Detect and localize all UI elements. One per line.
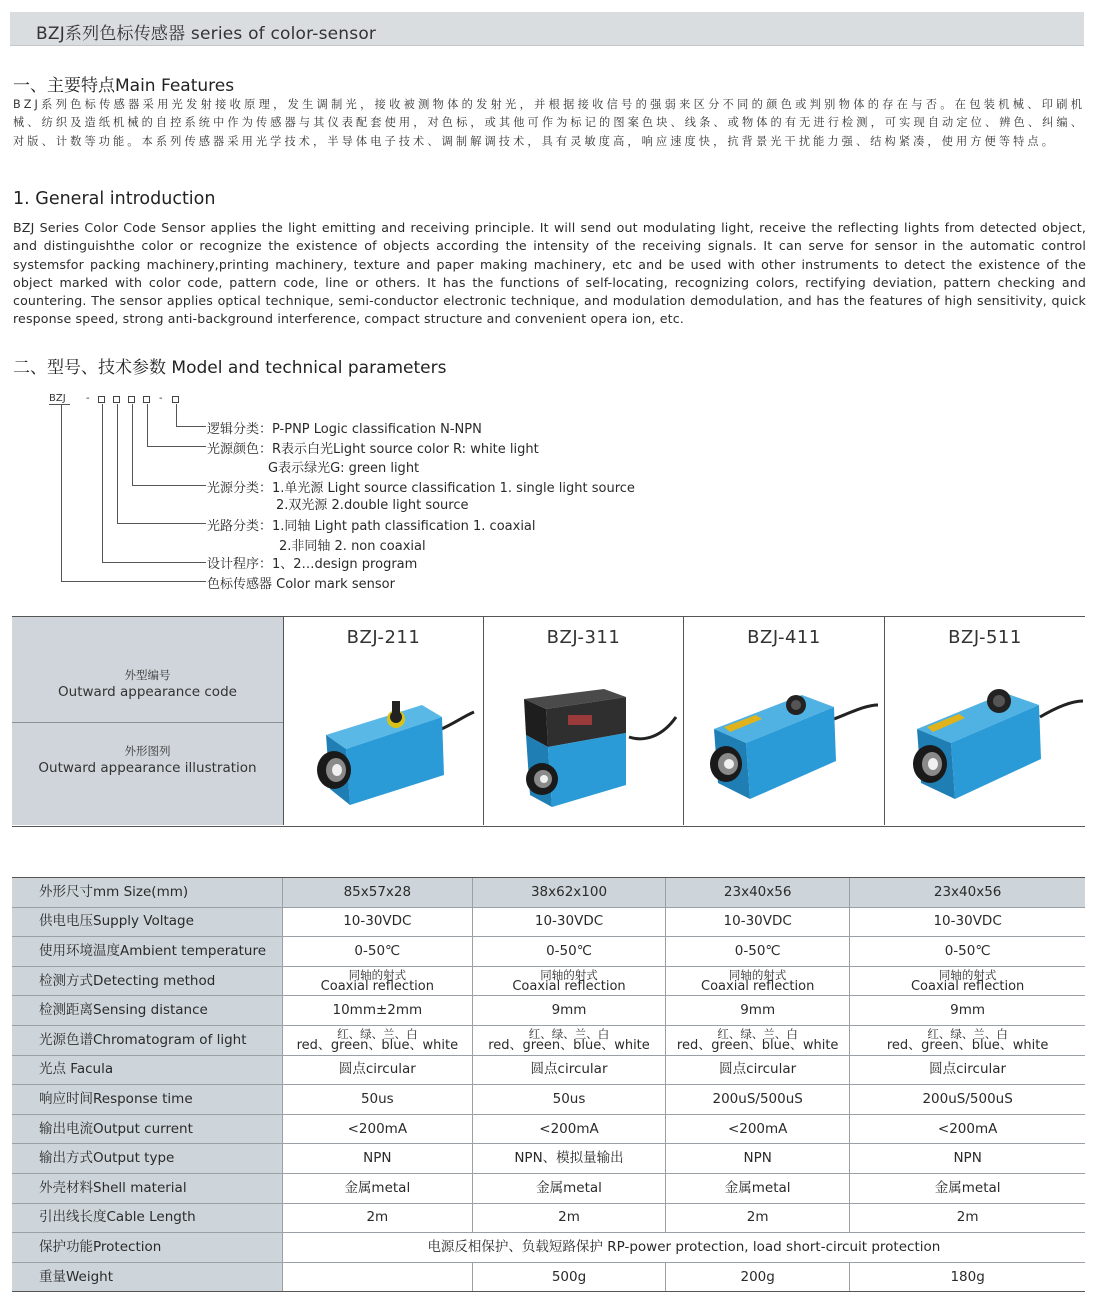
spec-label: 输出电流Output current [12, 1114, 282, 1144]
spec-label: 外壳材料Shell material [12, 1173, 282, 1203]
spec-row [12, 878, 1085, 908]
spec-label: 检测方式Detecting method [12, 966, 282, 996]
spec-row-protection [12, 1233, 1085, 1263]
spec-row [12, 1203, 1085, 1233]
product-bzj-511 [884, 617, 1085, 825]
spec-value: 9mm [472, 996, 665, 1026]
spec-value: 10mm±2mm [282, 996, 472, 1026]
product-name: BZJ-511 [948, 627, 1022, 648]
spec-value: 200uS/500uS [666, 1085, 850, 1115]
appearance-table [12, 616, 1085, 827]
spec-label: 光点 Facula [12, 1055, 282, 1085]
spec-value: 200g [666, 1262, 850, 1292]
spec-row [12, 1085, 1085, 1115]
bzj-211-image [284, 657, 484, 817]
spec-row [12, 1055, 1085, 1085]
spec-value: 10-30VDC [282, 907, 472, 937]
spec-label: 供电电压Supply Voltage [12, 907, 282, 937]
spec-value: NPN [850, 1144, 1085, 1174]
spec-value: 红、绿、兰、白 red、green、blue、white [850, 1025, 1085, 1055]
spec-value: 0-50℃ [282, 937, 472, 967]
spec-value: 金属metal [282, 1173, 472, 1203]
spec-label: 检测距离Sensing distance [12, 996, 282, 1026]
spec-value: 圆点circular [850, 1055, 1085, 1085]
spec-value: 180g [850, 1262, 1085, 1292]
model-code-prefix: BZJ [49, 393, 66, 404]
spec-value: 10-30VDC [850, 907, 1085, 937]
product-bzj-311 [483, 617, 683, 825]
spec-value: 同轴的射式 Coaxial reflection [282, 966, 472, 996]
label-logic: 逻辑分类：P-PNP Logic classification N-NPN [207, 422, 482, 437]
label-path-2: 2.非同轴 2. non coaxial [279, 539, 426, 554]
spec-value: 红、绿、兰、白 red、green、blue、white [666, 1025, 850, 1055]
spec-row [12, 937, 1085, 967]
spec-value: 圆点circular [282, 1055, 472, 1085]
product-bzj-211 [283, 617, 483, 825]
spec-value: 同轴的射式 Coaxial reflection [666, 966, 850, 996]
bzj-311-image [484, 657, 684, 817]
spec-row [12, 1114, 1085, 1144]
spec-value: 9mm [850, 996, 1085, 1026]
model-code-diagram: BZJ - - 逻辑分类：P-PNP Logic classification N-NPN 光源颜色：R表示白光Light source color R: white light G表示绿光G: green light 光源分类：1.单光源 Light source classification 1. single light source 2.双光源 2.double light source 光路分类：1.同轴 Light path classification 1. coaxial 2.非同轴 2. non coaxial 设计程序：1、2…design program 色标传感器 Color mark sensor [49, 393, 635, 592]
page-title: BZJ系列色标传感器 series of color-sensor [36, 24, 377, 44]
bzj-511-image [885, 657, 1085, 817]
spec-value: 500g [472, 1262, 665, 1292]
spec-label: 使用环境温度Ambient temperature [12, 937, 282, 967]
spec-value: 9mm [666, 996, 850, 1026]
spec-value: 圆点circular [666, 1055, 850, 1085]
code-box-3 [128, 396, 135, 403]
label-light-class-2: 2.双光源 2.double light source [276, 498, 469, 513]
spec-value: 2m [850, 1203, 1085, 1233]
spec-value: NPN [666, 1144, 850, 1174]
spec-value: 0-50℃ [472, 937, 665, 967]
code-box-2 [113, 396, 120, 403]
spec-value [282, 1262, 472, 1292]
spec-value: 圆点circular [472, 1055, 665, 1085]
spec-row [12, 996, 1085, 1026]
spec-value: NPN、模拟量输出 [472, 1144, 665, 1174]
spec-row [12, 966, 1085, 996]
spec-value: 10-30VDC [472, 907, 665, 937]
spec-value: 金属metal [666, 1173, 850, 1203]
label-light-class-1: 光源分类：1.单光源 Light source classification 1. single light source [207, 481, 635, 496]
bzj-411-image [684, 657, 884, 817]
product-name: BZJ-211 [346, 627, 421, 648]
appearance-code-label: 外型编号 Outward appearance code [58, 668, 237, 700]
spec-value: <200mA [850, 1114, 1085, 1144]
main-features-title: 一、主要特点Main Features [13, 76, 235, 96]
spec-value: 红、绿、兰、白 red、green、blue、white [282, 1025, 472, 1055]
product-bzj-411 [683, 617, 884, 825]
code-box-4 [143, 396, 150, 403]
spec-value: 同轴的射式 Coaxial reflection [472, 966, 665, 996]
spec-label: 外形尺寸mm Size(mm) [12, 878, 282, 908]
label-sensor: 色标传感器 Color mark sensor [207, 577, 395, 592]
spec-label: 光源色谱Chromatogram of light [12, 1025, 282, 1055]
appearance-illustration-label: 外形图列 Outward appearance illustration [38, 744, 257, 776]
general-intro-text: BZJ Series Color Code Sensor applies the light emitting and receiving principle. It will send out modulating light, receive the reflecting lights from detected object, and distinguishthe color or recognize the existence of objects according the intensity of the receiving signals. It can serve for sensor in the automatic control systemsfor packing machinery,printing machinery, texture and paper making machinery, etc and be used with other instruments to detect the existence of the object marked with color code, pattern code, line or others. It has the functions of self-locating, recognizing colors, rectifying deviation, pattern checking and countering. The sensor applies optical technique, semi-conductor electronic technique, and modulation demodulation, and has the features of high sensitivity, quick response speed, strong anti-background interference, compact structure and convenient opera ion, etc. [13, 220, 1086, 327]
spec-row [12, 1025, 1085, 1055]
spec-value: 2m [472, 1203, 665, 1233]
code-box-1 [98, 396, 105, 403]
label-light-color-1: 光源颜色：R表示白光Light source color R: white light [207, 442, 539, 457]
spec-value: 10-30VDC [666, 907, 850, 937]
label-path-1: 光路分类：1.同轴 Light path classification 1. coaxial [207, 519, 536, 534]
spec-value: 金属metal [850, 1173, 1085, 1203]
spec-value: 38x62x100 [472, 878, 665, 908]
spec-value: 红、绿、兰、白 red、green、blue、white [472, 1025, 665, 1055]
spec-row-weight [12, 1262, 1085, 1292]
spec-value: 23x40x56 [666, 878, 850, 908]
product-name: BZJ-411 [747, 627, 821, 648]
spec-value: 同轴的射式 Coaxial reflection [850, 966, 1085, 996]
product-name: BZJ-311 [546, 627, 621, 648]
spec-label: 引出线长度Cable Length [12, 1203, 282, 1233]
general-intro-title: 1. General introduction [13, 189, 216, 209]
main-features-cn-text: BZJ系列色标传感器采用光发射接收原理，发生调制光，接收被测物体的发射光，并根据接收信号的强弱来区分不同的颜色或判别物体的存在与否。在包装机械、印刷机械、纺织及造纸机械的自控系统中作为传感器与其仪表配套使用，对色标，或其他可作为标记的图案色块、线条、或物体的有无进行检测，可实现自动定位、辨色、纠编、对版、计数等功能。本系列传感器采用光学技术，半导体电子技术、调制解调技术，具有灵敏度高，响应速度快，抗背景光干扰能力强、结构紧凑，使用方便等特点。 [13, 98, 1085, 148]
spec-value: 电源反相保护、负载短路保护 RP-power protection, load short-circuit protection [282, 1233, 1085, 1263]
spec-value: 金属metal [472, 1173, 665, 1203]
spec-value: <200mA [666, 1114, 850, 1144]
spec-value: <200mA [472, 1114, 665, 1144]
spec-row [12, 1144, 1085, 1174]
spec-label: 响应时间Response time [12, 1085, 282, 1115]
spec-value: 2m [666, 1203, 850, 1233]
label-design: 设计程序：1、2…design program [207, 557, 418, 572]
spec-value: 200uS/500uS [850, 1085, 1085, 1115]
spec-row [12, 907, 1085, 937]
spec-value: 23x40x56 [850, 878, 1085, 908]
code-box-5 [172, 396, 179, 403]
spec-value: 50us [472, 1085, 665, 1115]
spec-value: 0-50℃ [666, 937, 850, 967]
spec-value: NPN [282, 1144, 472, 1174]
spec-value: 85x57x28 [282, 878, 472, 908]
spec-row [12, 1173, 1085, 1203]
spec-value: 2m [282, 1203, 472, 1233]
spec-label: 保护功能Protection [12, 1233, 282, 1263]
page-header [10, 12, 1084, 46]
spec-value: 0-50℃ [850, 937, 1085, 967]
spec-value: 50us [282, 1085, 472, 1115]
appearance-labels [12, 617, 283, 825]
spec-label: 输出方式Output type [12, 1144, 282, 1174]
label-light-color-2: G表示绿光G: green light [268, 461, 420, 476]
spec-label: 重量Weight [12, 1262, 282, 1292]
spec-table [12, 877, 1085, 1292]
spec-value: <200mA [282, 1114, 472, 1144]
model-params-title: 二、型号、技术参数 Model and technical parameters [13, 358, 447, 378]
